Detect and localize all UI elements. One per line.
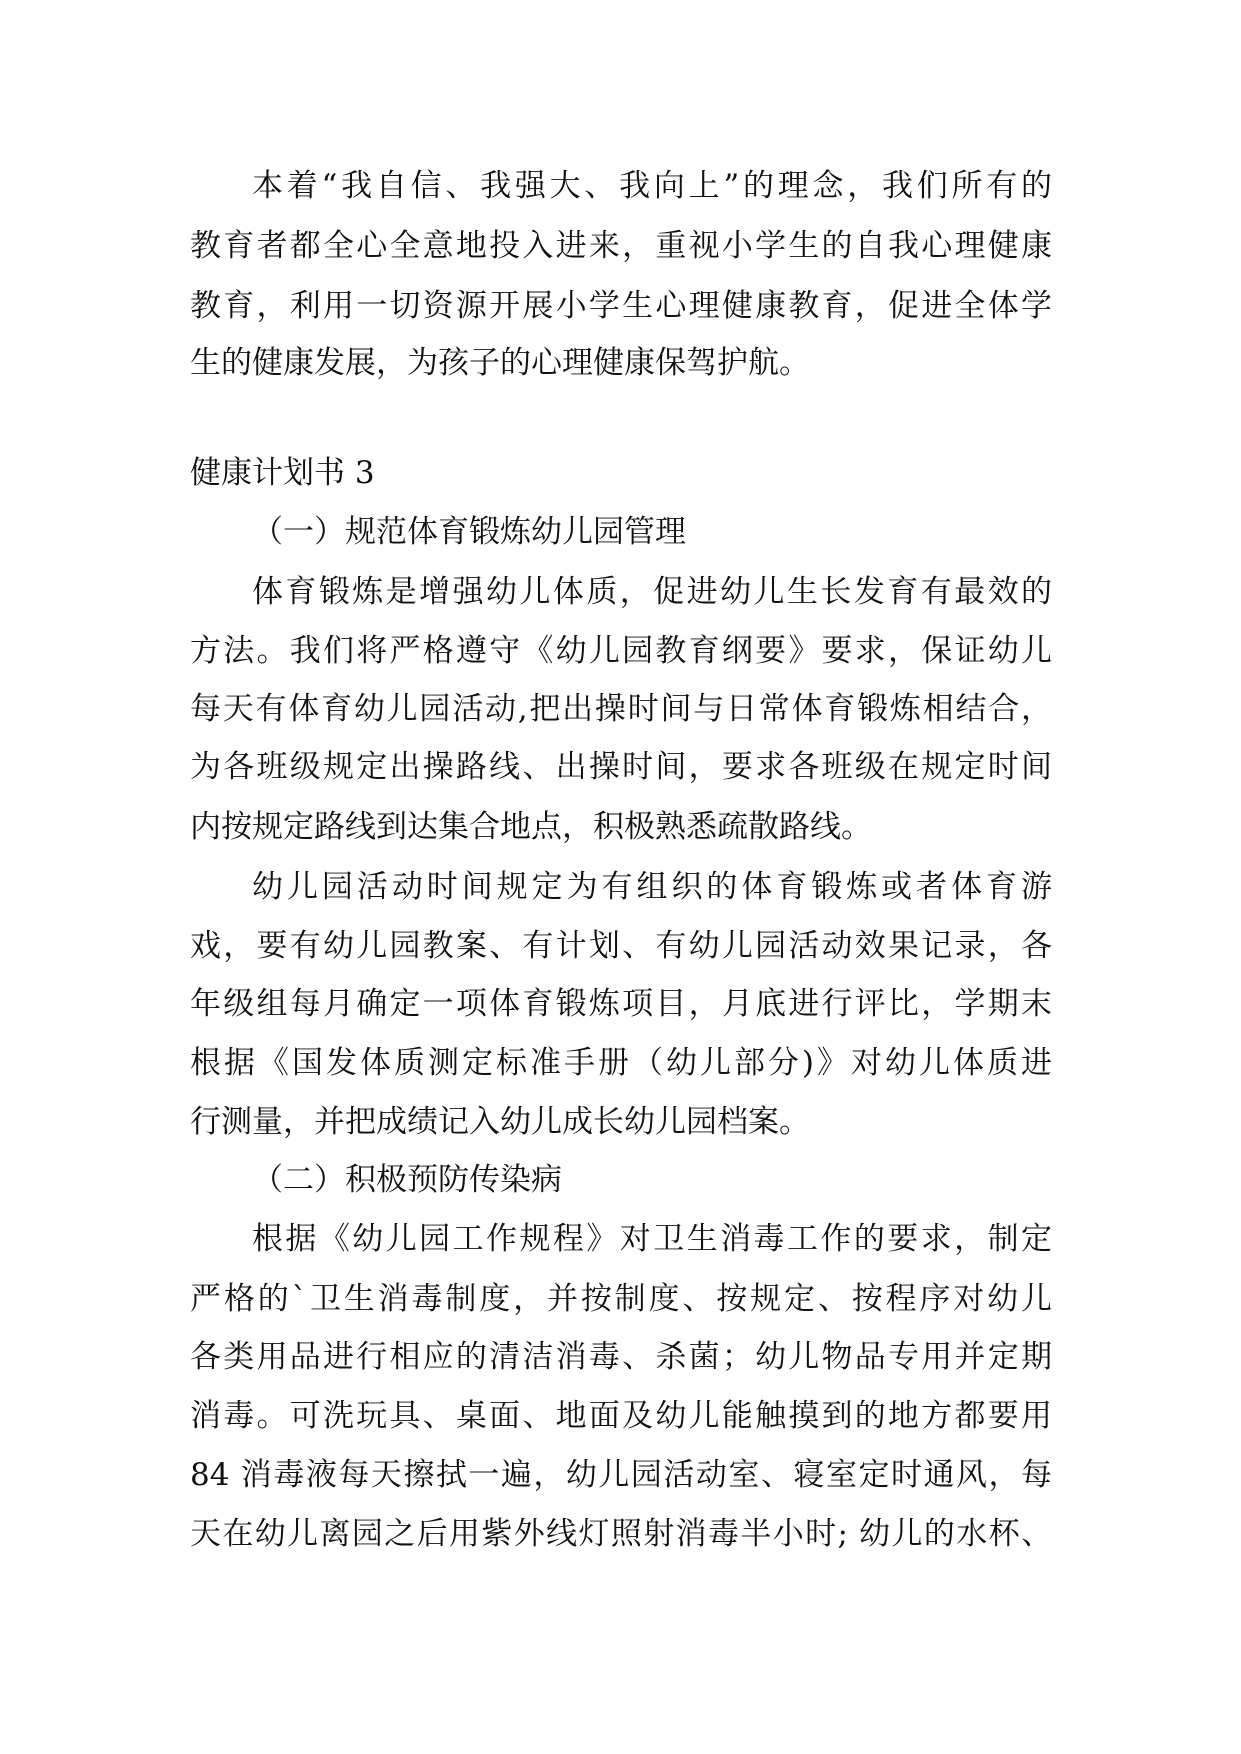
- paragraph-4-line-6: 天在幼儿离园之后用紫外线灯照射消毒半小时; 幼儿的水杯、: [190, 1516, 1052, 1552]
- paragraph-1-line-2: 教育者都全心全意地投入进来，重视小学生的自我心理健康: [190, 228, 1052, 264]
- paragraph-4-line-3: 各类用品进行相应的清洁消毒、杀菌；幼儿物品专用并定期: [190, 1339, 1052, 1375]
- paragraph-4-line-2: 严格的`卫生消毒制度，并按制度、按规定、按程序对幼儿: [190, 1281, 1052, 1317]
- section-title: 健康计划书 3: [190, 455, 375, 491]
- paragraph-3-line-5: 行测量，并把成绩记入幼儿成长幼儿园档案。: [190, 1104, 810, 1140]
- paragraph-3-line-2: 戏，要有幼儿园教案、有计划、有幼儿园活动效果记录，各: [190, 928, 1052, 964]
- paragraph-2-line-1: 体育锻炼是增强幼儿体质，促进幼儿生长发育有最效的: [252, 574, 1052, 610]
- paragraph-2-line-3: 每天有体育幼儿园活动,把出操时间与日常体育锻炼相结合，: [190, 691, 1052, 727]
- paragraph-2-line-4: 为各班级规定出操路线、出操时间，要求各班级在规定时间: [190, 749, 1052, 785]
- paragraph-1-line-4: 生的健康发展，为孩子的心理健康保驾护航。: [190, 345, 810, 381]
- paragraph-3-line-4: 根据《国发体质测定标准手册（幼儿部分)》对幼儿体质进: [190, 1045, 1052, 1081]
- paragraph-1-line-3: 教育，利用一切资源开展小学生心理健康教育，促进全体学: [190, 288, 1052, 324]
- paragraph-1-line-1: 本着“我自信、我强大、我向上”的理念，我们所有的: [252, 168, 1052, 204]
- paragraph-4-line-5: 84 消毒液每天擦拭一遍，幼儿园活动室、寝室定时通风，每: [190, 1457, 1052, 1493]
- subheading-2: （二）积极预防传染病: [252, 1162, 562, 1198]
- paragraph-4-line-1: 根据《幼儿园工作规程》对卫生消毒工作的要求，制定: [252, 1221, 1052, 1257]
- paragraph-3-line-3: 年级组每月确定一项体育锻炼项目，月底进行评比，学期末: [190, 986, 1052, 1022]
- paragraph-3-line-1: 幼儿园活动时间规定为有组织的体育锻炼或者体育游: [252, 869, 1052, 905]
- subheading-1: （一）规范体育锻炼幼儿园管理: [252, 514, 686, 550]
- paragraph-4-line-4: 消毒。可洗玩具、桌面、地面及幼儿能触摸到的地方都要用: [190, 1398, 1052, 1434]
- paragraph-2-line-2: 方法。我们将严格遵守《幼儿园教育纲要》要求，保证幼儿: [190, 633, 1052, 669]
- paragraph-2-line-5: 内按规定路线到达集合地点，积极熟悉疏散路线。: [190, 809, 872, 845]
